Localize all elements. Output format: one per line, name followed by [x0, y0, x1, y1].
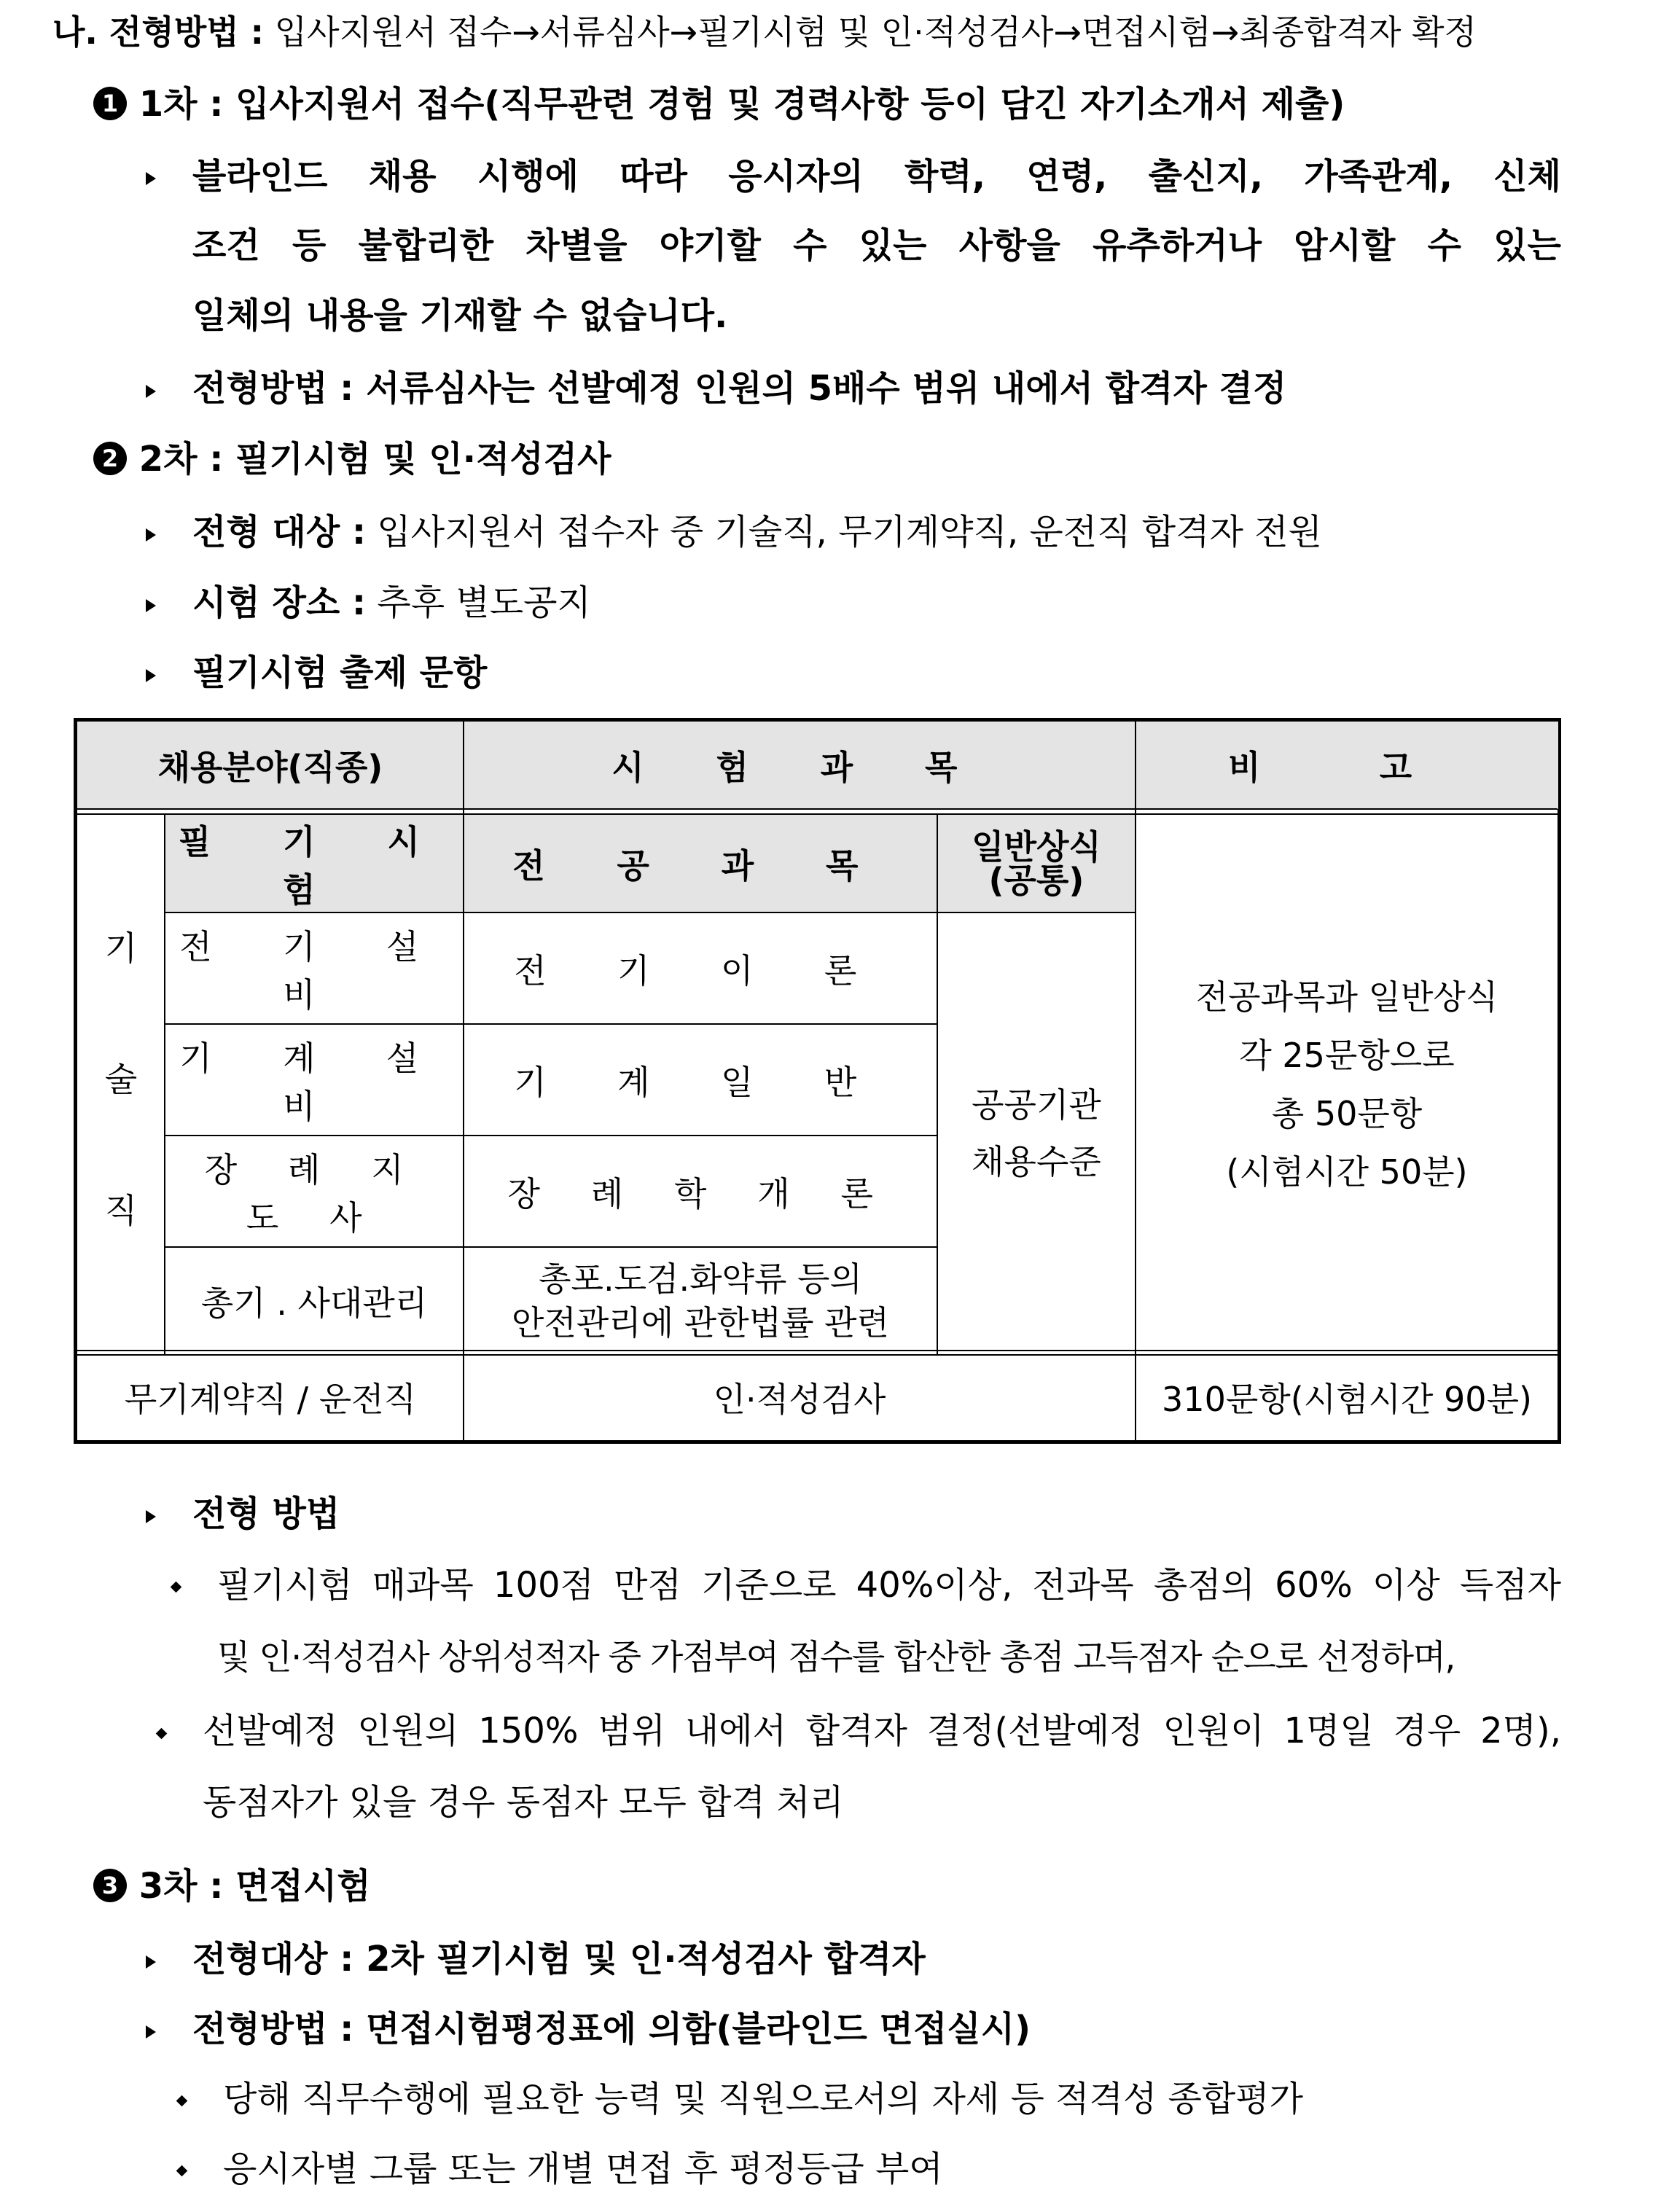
step2-method-label: 전형 방법: [192, 1493, 340, 1534]
subheader-major: [464, 815, 937, 912]
triangle-bullet-icon: [146, 385, 156, 398]
step2-place-text: 추후 별도공지: [377, 582, 591, 623]
job-electrical-text: 전 기 설 비: [179, 926, 449, 1015]
table-divider: [463, 722, 464, 1440]
step1-method: 전형방법 : 서류심사는 선발예정 인원의 5배수 범위 내에서 합격자 결정: [192, 368, 1287, 409]
major-firearms-line-1: 총포.도검.화약류 등의: [539, 1259, 862, 1299]
step2-method-bullet-1-line-1: 필기시험 매과목 100점 만점 기준으로 40%이상, 전과목 총점의 60% 이상 득점자: [217, 1565, 1561, 1606]
subheader-major-text: 전 공 과 목: [512, 846, 888, 886]
step2-method-bullet-2-line-1: 선발예정 인원의 150% 범위 내에서 합격자 결정(선발예정 인원이 1명일 경우 2명),: [203, 1711, 1561, 1751]
step3-title-text: 3차 : 면접시험: [138, 1866, 371, 1907]
job-funeral: [165, 1136, 464, 1247]
group-label-char-1: 기: [104, 929, 138, 968]
table-divider: [77, 1350, 1558, 1351]
major-electrical-text: 전 기 이 론: [514, 950, 887, 990]
major-firearms-line-2: 안전관리에 관한법률 관련: [511, 1302, 890, 1343]
triangle-bullet-icon: [146, 172, 156, 185]
section-heading-text: 입사지원서 접수→서류심사→필기시험 및 인·적성검사→면접시험→최종합격자 확정: [274, 12, 1477, 52]
header-subjects-text: 시 험 과 목: [611, 748, 988, 787]
header-remarks: [1136, 722, 1558, 809]
step2-title-text: 2차 : 필기시험 및 인·적성검사: [138, 439, 611, 480]
subheader-written: [165, 815, 464, 912]
step3-target: 전형대상 : 2차 필기시험 및 인·적성검사 합격자: [192, 1939, 926, 1980]
diamond-bullet-icon: [176, 2165, 188, 2177]
diamond-bullet-icon: [156, 1728, 168, 1740]
job-mechanical: [165, 1024, 464, 1136]
major-mechanical-text: 기 계 일 반: [514, 1062, 887, 1102]
subheader-written-text: 필 기 시 험: [178, 822, 450, 910]
last-row-remarks: 310문항(시험시간 90분): [1162, 1380, 1532, 1419]
step1-note-line-3: 일체의 내용을 기재할 수 없습니다.: [192, 295, 728, 336]
header-remarks-text: 비 고: [1228, 748, 1466, 787]
table-divider: [1135, 722, 1136, 1440]
table-divider: [77, 808, 1558, 810]
group-label-char-3: 직: [104, 1191, 138, 1230]
table-divider: [937, 815, 938, 1354]
step1-title: [93, 82, 1345, 126]
triangle-bullet-icon: [146, 599, 156, 612]
major-mechanical: [464, 1024, 937, 1136]
job-firearms: 총기 . 사대관리: [200, 1283, 428, 1323]
step2-target: [192, 510, 1322, 554]
step2-marker: 2: [93, 442, 127, 475]
remarks-value: [1136, 815, 1558, 1354]
step3-bullet-1: 당해 직무수행에 필요한 능력 및 직원으로서의 자세 등 적격성 종합평가: [223, 2079, 1303, 2119]
job-funeral-text: 장 례 지 도 사: [204, 1149, 424, 1238]
section-heading-label: 나. 전형방법 :: [52, 12, 265, 52]
table-divider: [164, 815, 165, 1354]
triangle-bullet-icon: [146, 528, 156, 542]
step2-target-label: 전형 대상 :: [192, 512, 367, 552]
step1-title-text: 1차 : 입사지원서 접수(직무관련 경험 및 경력사항 등이 담긴 자기소개서 제출): [138, 84, 1345, 125]
triangle-bullet-icon: [146, 1510, 156, 1523]
remarks-line-4: (시험시간 50분): [1226, 1152, 1468, 1192]
job-mechanical-text: 기 계 설 비: [179, 1038, 449, 1126]
table-divider: [165, 1246, 937, 1248]
step2-method-bullet-1-line-2: 및 인·적성검사 상위성적자 중 가점부여 점수를 합산한 총점 고득점자 순으로 선정하며,: [217, 1638, 1455, 1678]
remarks-line-3: 총 50문항: [1271, 1094, 1423, 1133]
section-heading: [52, 10, 1477, 54]
step2-subjects-label: 필기시험 출제 문항: [192, 652, 488, 693]
last-row-field: 무기계약직 / 운전직: [124, 1380, 417, 1419]
step3-marker: 3: [93, 1869, 127, 1902]
step2-place-label: 시험 장소 :: [192, 582, 367, 623]
group-label-char-2: 술: [104, 1060, 138, 1099]
step1-marker: 1: [93, 87, 127, 120]
general-value-line-1: 공공기관: [972, 1085, 1101, 1125]
triangle-bullet-icon: [146, 1955, 156, 1969]
job-electrical: [165, 912, 464, 1024]
step2-title: [93, 437, 611, 481]
table-divider: [165, 1023, 937, 1025]
step3-title: [93, 1864, 371, 1908]
major-funeral: [464, 1136, 937, 1247]
triangle-bullet-icon: [146, 2025, 156, 2039]
diamond-bullet-icon: [176, 2095, 188, 2107]
exam-subjects-table: [74, 718, 1561, 1444]
table-divider: [165, 912, 1136, 913]
step3-bullet-2: 응시자별 그룹 또는 개별 면접 후 평정등급 부여: [223, 2149, 943, 2189]
step3-method: 전형방법 : 면접시험평정표에 의함(블라인드 면접실시): [192, 2009, 1031, 2049]
step1-note-line-2: 조건 등 불합리한 차별을 야기할 수 있는 사항을 유추하거나 암시할 수 있는: [192, 225, 1561, 266]
step2-target-text: 입사지원서 접수자 중 기술직, 무기계약직, 운전직 합격자 전원: [377, 512, 1322, 552]
table-divider: [77, 1354, 1558, 1356]
major-firearms: [464, 1247, 937, 1354]
table-divider: [77, 813, 1558, 815]
step2-method-bullet-2-line-2: 동점자가 있을 경우 동점자 모두 합격 처리: [203, 1782, 844, 1823]
major-funeral-text: 장 례 학 개 론: [507, 1173, 894, 1214]
table-divider: [165, 1135, 937, 1136]
major-electrical: [464, 912, 937, 1024]
group-label-technical: [77, 815, 165, 1354]
general-value: [937, 912, 1136, 1354]
step1-note-line-1: 블라인드 채용 시행에 따라 응시자의 학력, 연령, 출신지, 가족관계, 신체: [192, 156, 1561, 197]
general-value-line-2: 채용수준: [972, 1142, 1101, 1181]
remarks-line-2: 각 25문항으로: [1239, 1036, 1455, 1075]
last-row-subject: 인·적성검사: [713, 1380, 886, 1419]
remarks-line-1: 전공과목과 일반상식: [1195, 977, 1498, 1017]
triangle-bullet-icon: [146, 669, 156, 682]
diamond-bullet-icon: [171, 1582, 182, 1593]
header-subjects: [464, 722, 1136, 809]
step2-place: [192, 581, 591, 625]
header-field: 채용분야(직종): [77, 722, 464, 809]
subheader-general: 일반상식 (공통): [937, 815, 1136, 912]
